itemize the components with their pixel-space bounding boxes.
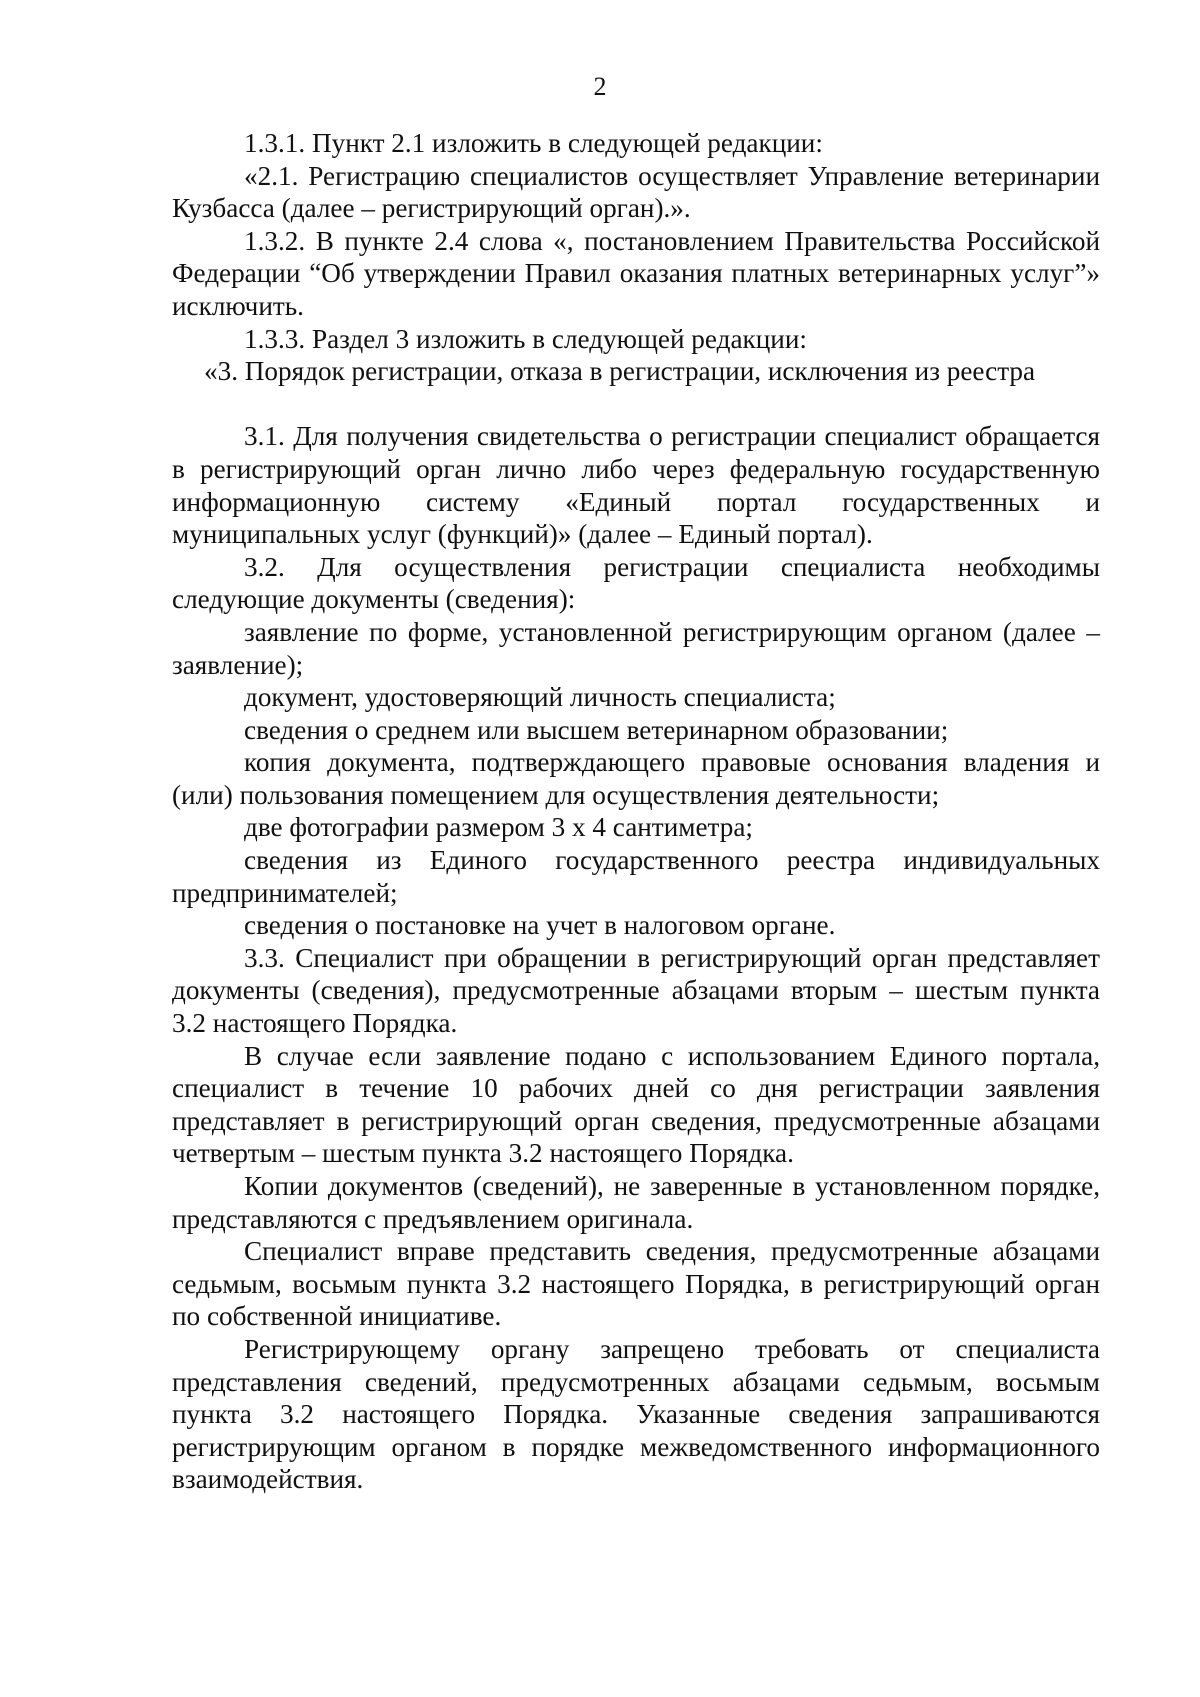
document-body xyxy=(172,127,1100,1496)
paragraph-3-1: 3.1. Для получения свидетельства о регистрации специалист обращается в регистрирующий орган лично либо через федеральную государственную информационную систему «Единый портал государственных и муниципальных услуг (функций)» (далее – Единый портал). xyxy=(172,421,1100,550)
paragraph-3-2: 3.2. Для осуществления регистрации специалиста необходимы следующие документы (сведения): xyxy=(172,551,1100,615)
paragraph-1-3-2: 1.3.2. В пункте 2.4 слова «, постановлением Правительства Российской Федерации “Об утверждении Правил оказания платных ветеринарных услуг”» исключить. xyxy=(172,225,1100,321)
paragraph-3-3-prohibition: Регистрирующему органу запрещено требовать от специалиста представления сведений, предусмотренных абзацами седьмым, восьмым пункта 3.2 настоящего Порядка. Указанные сведения запрашиваются регистрирующим органом в порядке межведомственного информационного взаимодействия. xyxy=(172,1333,1100,1495)
paragraph-2-1: «2.1. Регистрацию специалистов осуществляет Управление ветеринарии Кузбасса (далее – регистрирующий орган).». xyxy=(172,160,1100,224)
page-number: 2 xyxy=(593,72,607,101)
paragraph-3-3: 3.3. Специалист при обращении в регистрирующий орган представляет документы (сведения), предусмотренные абзацами вторым – шестым пункта 3.2 настоящего Порядка. xyxy=(172,942,1100,1039)
list-item-premises-document: копия документа, подтверждающего правовые основания владения и (или) пользования помещением для осуществления деятельности; xyxy=(172,747,1100,810)
list-item-photographs: две фотографии размером 3 х 4 сантиметра; xyxy=(244,812,753,843)
paragraph-3-3-copies: Копии документов (сведений), не заверенные в установленном порядке, представляются с предъявлением оригинала. xyxy=(172,1171,1100,1234)
list-item-application: заявление по форме, установленной регистрирующим органом (далее – заявление); xyxy=(172,616,1100,680)
list-item-tax-registration: сведения о постановке на учет в налоговом органе. xyxy=(244,910,836,941)
paragraph-3-3-initiative: Специалист вправе представить сведения, предусмотренные абзацами седьмым, восьмым пункта 3.2 настоящего Порядка, в регистрирующий орган по собственной инициативе. xyxy=(172,1236,1100,1332)
section-3-title: «3. Порядок регистрации, отказа в регистрации, исключения из реестра xyxy=(204,356,1036,387)
paragraph-3-3-portal: В случае если заявление подано с использованием Единого портала, специалист в течение 10 рабочих дней со дня регистрации заявления представляет в регистрирующий орган сведения, предусмотренные абзацами четвертым – шестым пункта 3.2 настоящего Порядка. xyxy=(172,1040,1100,1169)
paragraph-1-3-3: 1.3.3. Раздел 3 изложить в следующей редакции: xyxy=(244,323,807,354)
paragraph-1-3-1: 1.3.1. Пункт 2.1 изложить в следующей редакции: xyxy=(244,128,823,158)
list-item-egrip: сведения из Единого государственного реестра индивидуальных предпринимателей; xyxy=(172,845,1100,908)
list-item-education: сведения о среднем или высшем ветеринарном образовании; xyxy=(244,714,949,745)
list-item-identity-document: документ, удостоверяющий личность специалиста; xyxy=(244,682,836,713)
